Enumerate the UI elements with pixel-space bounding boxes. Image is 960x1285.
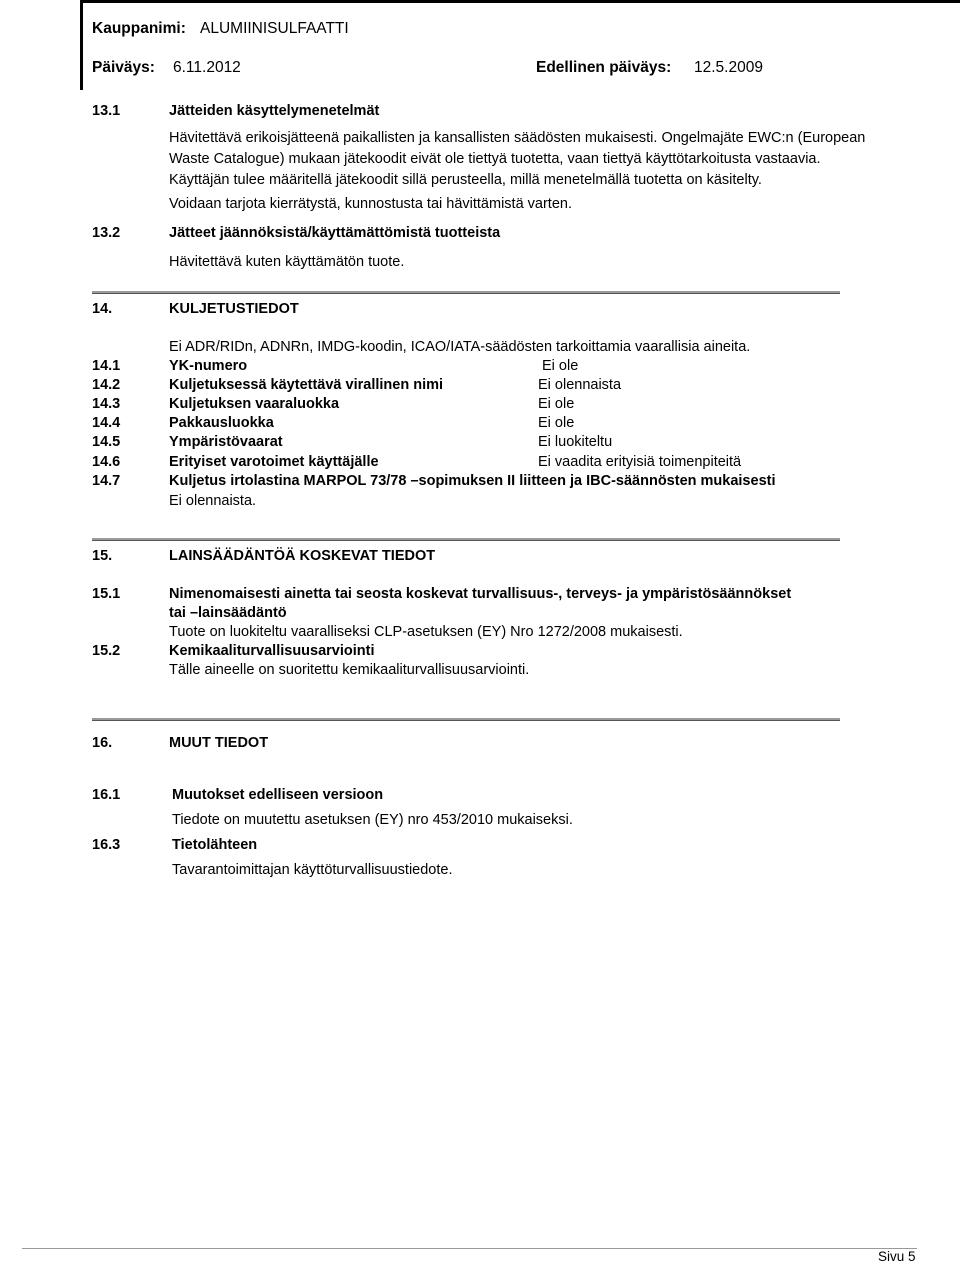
company-value: ALUMIINISULFAATTI: [200, 20, 349, 37]
section-14-title: KULJETUSTIEDOT: [169, 301, 299, 317]
transport-row-label: Erityiset varotoimet käyttäjälle: [169, 454, 379, 470]
section-15-2-text: Tälle aineelle on suoritettu kemikaaliturvallisuusarviointi.: [169, 662, 530, 678]
section-13-2-number: 13.2: [92, 225, 121, 241]
transport-row-value: Ei ole: [538, 415, 575, 431]
transport-row-number: 14.5: [92, 434, 121, 450]
section-16-3-number: 16.3: [92, 837, 121, 853]
transport-row-label: Ympäristövaarat: [169, 434, 283, 450]
section-13-1-number: 13.1: [92, 103, 121, 119]
footer-divider: [22, 1248, 917, 1249]
transport-row-7-number: 14.7: [92, 473, 121, 489]
section-15-1-text: Tuote on luokiteltu vaaralliseksi CLP-asetuksen (EY) Nro 1272/2008 mukaisesti.: [169, 624, 683, 640]
section-14-intro: Ei ADR/RIDn, ADNRn, IMDG-koodin, ICAO/IATA-säädösten tarkoittamia vaarallisia aineita.: [169, 339, 751, 355]
section-16-title: MUUT TIEDOT: [169, 735, 269, 751]
transport-row-value: Ei ole: [538, 396, 575, 412]
section-15-1-number: 15.1: [92, 586, 121, 602]
section-16-number: 16.: [92, 735, 113, 751]
transport-row-number: 14.6: [92, 454, 121, 470]
section-13-1-paragraph: Hävitettävä erikoisjätteenä paikallisten ja kansallisten säädösten mukaisesti. Ongelmajäte EWC:n (European Waste Catalogue) mukaan jätekoodit eivät ole tiettyä tuotetta, vaan tiettyä käyttötarkoitusta vastaavia. Käyttäjän tulee määritellä jätekoodit sillä perusteella, millä menetelmällä tuotetta on käsitelty.: [169, 130, 866, 188]
section-13-1-line2: Voidaan tarjota kierrätystä, kunnostusta tai hävittämistä varten.: [169, 196, 572, 212]
date-value: 6.11.2012: [173, 59, 241, 76]
prev-date-label: Edellinen päiväys:: [536, 59, 672, 76]
transport-row-label: YK-numero: [169, 358, 248, 374]
transport-row-7-value: Ei olennaista.: [169, 493, 257, 509]
transport-row-label: Pakkausluokka: [169, 415, 274, 431]
section-15-title: LAINSÄÄDÄNTÖÄ KOSKEVAT TIEDOT: [169, 548, 436, 564]
section-14-number: 14.: [92, 301, 113, 317]
transport-row-number: 14.1: [92, 358, 121, 374]
transport-row-number: 14.2: [92, 377, 121, 393]
section-15-2-title: Kemikaaliturvallisuusarviointi: [169, 643, 375, 659]
section-13-2-title: Jätteet jäännöksistä/käyttämättömistä tuotteista: [169, 225, 501, 241]
section-15-number: 15.: [92, 548, 113, 564]
header-frame-left: [80, 0, 83, 90]
section-16-3-text: Tavarantoimittajan käyttöturvallisuustiedote.: [172, 862, 453, 878]
transport-row-label: Kuljetuksen vaaraluokka: [169, 396, 340, 412]
transport-row-value: Ei vaadita erityisiä toimenpiteitä: [538, 454, 742, 470]
section-16-divider: [92, 718, 840, 721]
transport-row-7-label: Kuljetus irtolastina MARPOL 73/78 –sopimuksen II liitteen ja IBC-säännösten mukaisesti: [169, 473, 776, 489]
company-label: Kauppanimi:: [92, 20, 186, 37]
section-16-1-title: Muutokset edelliseen versioon: [172, 787, 384, 803]
transport-row-value: Ei ole: [542, 358, 579, 374]
transport-row-number: 14.3: [92, 396, 121, 412]
header-frame-top: [80, 0, 960, 3]
prev-date-value: 12.5.2009: [694, 59, 763, 76]
transport-row-label: Kuljetuksessä käytettävä virallinen nimi: [169, 377, 444, 393]
section-13-1-title: Jätteiden käsyttelymenetelmät: [169, 103, 380, 119]
section-14-divider: [92, 291, 840, 294]
section-15-2-number: 15.2: [92, 643, 121, 659]
date-label: Päiväys:: [92, 59, 155, 76]
transport-row-value: Ei luokiteltu: [538, 434, 613, 450]
transport-row-value: Ei olennaista: [538, 377, 622, 393]
section-16-1-number: 16.1: [92, 787, 121, 803]
section-16-3-title: Tietolähteen: [172, 837, 258, 853]
section-15-divider: [92, 538, 840, 541]
section-15-1-title-line2: tai –lainsäädäntö: [169, 605, 287, 621]
transport-row-number: 14.4: [92, 415, 121, 431]
section-13-2-text: Hävitettävä kuten käyttämätön tuote.: [169, 254, 405, 270]
page-number: Sivu 5: [878, 1249, 916, 1264]
section-15-1-title: Nimenomaisesti ainetta tai seosta koskevat turvallisuus-, terveys- ja ympäristösäännökset: [169, 586, 792, 602]
section-16-1-text: Tiedote on muutettu asetuksen (EY) nro 453/2010 mukaiseksi.: [172, 812, 573, 828]
